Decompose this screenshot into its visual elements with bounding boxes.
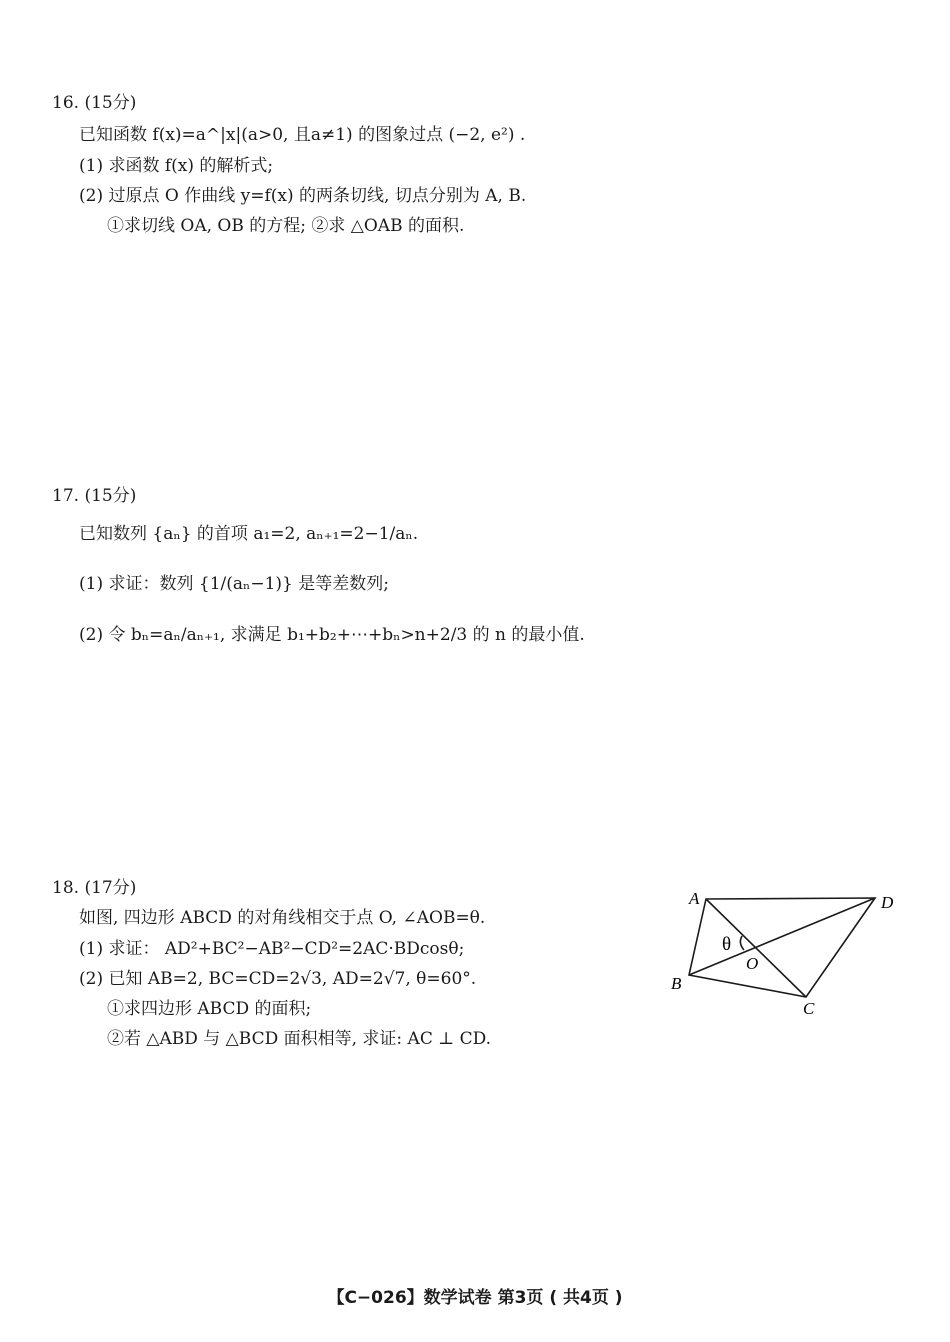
label-c: C — [803, 999, 815, 1018]
q16-header: 16. (15分) — [52, 93, 137, 113]
label-o: O — [746, 954, 759, 973]
q16-part1: (1) 求函数 f(x) 的解析式; — [79, 156, 274, 176]
quadrilateral-abcd — [689, 898, 875, 997]
q16-intro-text: 已知函数 f(x)=a^|x|(a>0, 且a≠1) 的图象过点 (−2, e²) . — [79, 125, 526, 145]
q16-part2: (2) 过原点 O 作曲线 y=f(x) 的两条切线, 切点分别为 A, B. — [79, 186, 527, 206]
q17-part2: (2) 令 bₙ=aₙ/aₙ₊₁, 求满足 b₁+b₂+⋯+bₙ>n+2/3 的 n 的最小值. — [79, 625, 585, 645]
angle-theta-arc — [740, 936, 744, 950]
label-theta: θ — [722, 934, 732, 955]
label-d: D — [881, 893, 894, 912]
q18-part2: (2) 已知 AB=2, BC=CD=2√3, AD=2√7, θ=60°. — [79, 969, 477, 989]
q16-part2-sub: ①求切线 OA, OB 的方程; ②求 △OAB 的面积. — [107, 216, 465, 236]
quadrilateral-figure — [660, 880, 910, 1020]
q18-part1: (1) 求证： AD²+BC²−AB²−CD²=2AC·BDcosθ; — [79, 939, 465, 959]
q17-part1: (1) 求证：数列 {1/(aₙ−1)} 是等差数列; — [79, 574, 390, 594]
q16-intro — [79, 124, 525, 146]
label-b: B — [671, 974, 682, 993]
q18-part2-sub1: ①求四边形 ABCD 的面积; — [107, 999, 312, 1019]
q18-intro: 如图, 四边形 ABCD 的对角线相交于点 O, ∠AOB=θ. — [79, 908, 486, 928]
page-footer: 【C−026】数学试卷 第3页 ( 共4页 ) — [327, 1288, 623, 1308]
q18-part2-sub2: ②若 △ABD 与 △BCD 面积相等, 求证: AC ⊥ CD. — [107, 1029, 492, 1049]
q17-intro: 已知数列 {aₙ} 的首项 a₁=2, aₙ₊₁=2−1/aₙ. — [79, 524, 419, 544]
q17-header: 17. (15分) — [52, 486, 137, 506]
label-a: A — [689, 889, 700, 908]
q18-header: 18. (17分) — [52, 878, 137, 898]
